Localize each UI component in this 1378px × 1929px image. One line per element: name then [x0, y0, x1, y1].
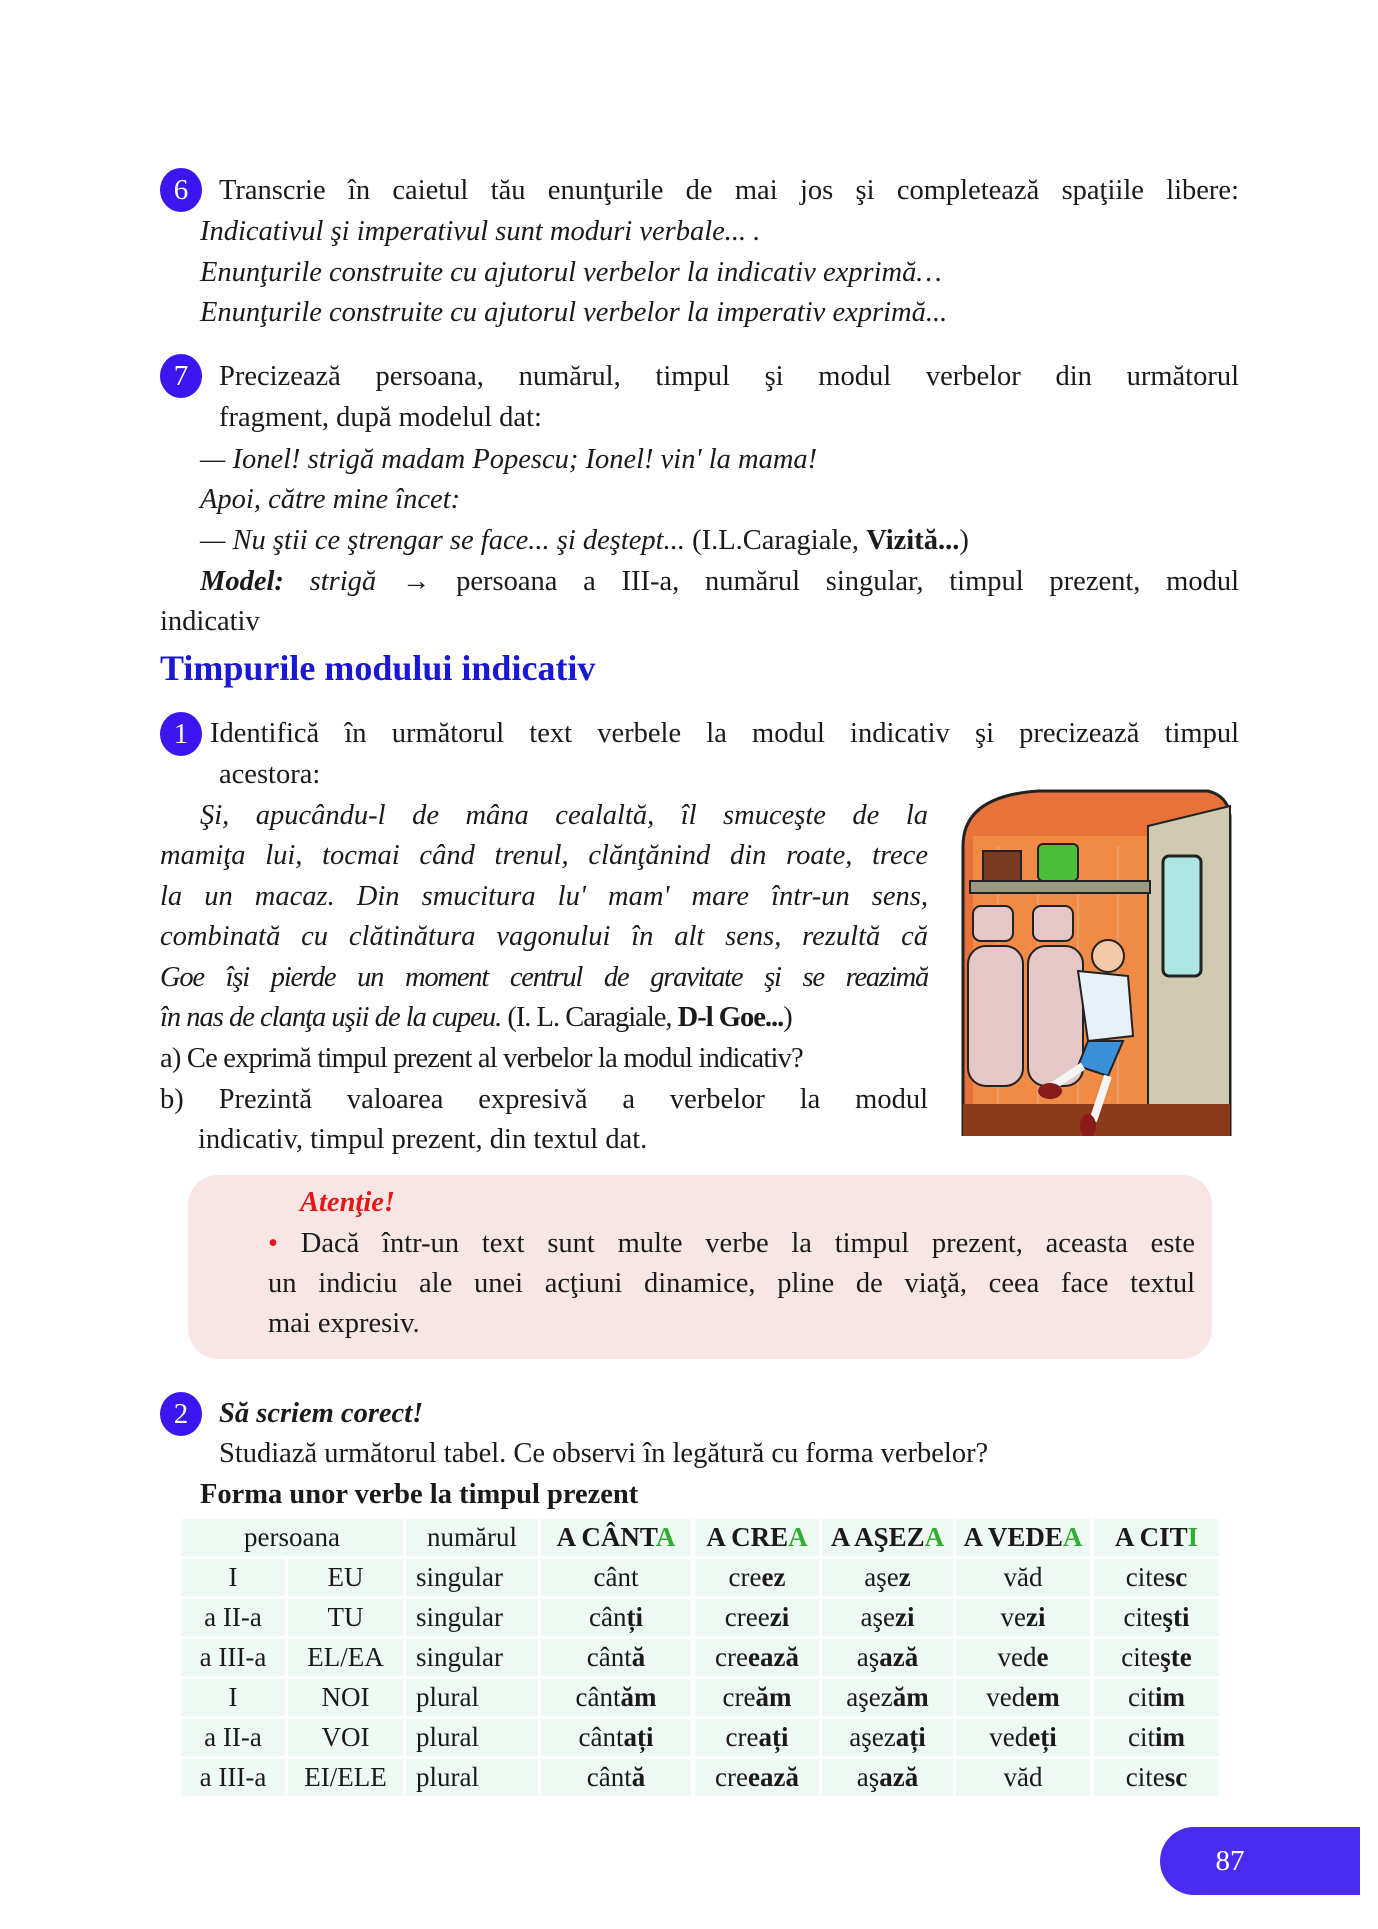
- cell-pronume: EL/EA: [288, 1639, 403, 1676]
- header-verb: [1094, 1519, 1219, 1556]
- cell-verb-form: [541, 1719, 691, 1756]
- callout-line: [268, 1224, 1195, 1264]
- exercise-number-badge: 6: [160, 168, 202, 212]
- exercise-6-line: Indicativul şi imperativul sunt moduri verbale... .: [200, 216, 761, 247]
- cell-verb-form: [695, 1759, 819, 1796]
- source-close: ): [959, 525, 969, 556]
- form-ending: zi: [894, 1602, 915, 1632]
- form-stem: aş: [856, 1762, 880, 1792]
- cell-verb-form: [956, 1759, 1090, 1796]
- exercise-7-quote-source: [200, 521, 969, 561]
- model-text: persoana a III-a, numărul singular, timpul prezent, modul: [430, 566, 1239, 597]
- form-stem: aşe: [864, 1562, 899, 1592]
- form-ending: şti: [1162, 1602, 1190, 1632]
- cell-verb-form: [1094, 1759, 1219, 1796]
- verb-stem: A VEDE: [963, 1522, 1063, 1552]
- cell-numar: singular: [406, 1639, 538, 1676]
- form-ending: im: [1155, 1722, 1185, 1752]
- verb-ending: A: [924, 1522, 945, 1552]
- cell-pronume: EU: [288, 1559, 403, 1596]
- cell-numar: plural: [406, 1679, 538, 1716]
- callout-line: mai expresiv.: [268, 1308, 420, 1339]
- cell-verb-form: [956, 1719, 1090, 1756]
- cell-verb-form: [822, 1719, 953, 1756]
- form-stem: cân: [589, 1602, 627, 1632]
- cell-pronume: NOI: [288, 1679, 403, 1716]
- form-stem: văd: [1003, 1562, 1043, 1592]
- form-stem: cânt: [586, 1762, 632, 1792]
- form-ending: zi: [1025, 1602, 1046, 1632]
- form-ending: ăm: [755, 1682, 792, 1712]
- quote-text: — Nu ştii ce ştrengar se face... şi deştept...: [200, 525, 685, 556]
- form-ending: ați: [895, 1722, 926, 1752]
- cell-persoana: a III-a: [181, 1759, 285, 1796]
- callout-text: Dacă într-un text sunt multe verbe la timpul prezent, aceasta este: [277, 1228, 1195, 1259]
- form-stem: ved: [997, 1642, 1037, 1672]
- cell-verb-form: [1094, 1559, 1219, 1596]
- exercise-1-text-line: combinată cu clătinătura vagonului în alt sens, rezultă că: [160, 921, 928, 952]
- form-stem: văd: [1003, 1762, 1043, 1792]
- cell-verb-form: [1094, 1599, 1219, 1636]
- header-verb: [695, 1519, 819, 1556]
- cell-verb-form: [1094, 1679, 1219, 1716]
- cell-verb-form: [541, 1679, 691, 1716]
- form-ending: eți: [1028, 1722, 1057, 1752]
- cell-verb-form: [695, 1719, 819, 1756]
- header-persoana: persoana: [181, 1519, 403, 1556]
- arrow-icon: →: [401, 566, 431, 597]
- cell-verb-form: [695, 1679, 819, 1716]
- form-stem: cre: [728, 1562, 762, 1592]
- question-b-cont: indicativ, timpul prezent, din textul dat.: [198, 1124, 648, 1155]
- form-stem: cre: [722, 1682, 756, 1712]
- train-compartment-illustration: [958, 786, 1232, 1136]
- cell-verb-form: [822, 1639, 953, 1676]
- form-ending: ăm: [620, 1682, 657, 1712]
- form-ending: ă: [631, 1642, 646, 1672]
- source-title: D-l Goe...: [677, 1002, 784, 1033]
- exercise-1-text-line: la un macaz. Din smucitura lu' mam' mare într-un sens,: [160, 881, 928, 912]
- exercise-1-text-line: Şi, apucându-l de mâna cealaltă, îl smuceşte de la: [200, 800, 928, 831]
- form-stem: cree: [724, 1602, 770, 1632]
- form-stem: cânt: [575, 1682, 621, 1712]
- form-ending: z: [898, 1562, 911, 1592]
- form-ending: ați: [623, 1722, 654, 1752]
- verb-stem: A CRE: [706, 1522, 789, 1552]
- form-stem: cit: [1128, 1722, 1155, 1752]
- question-b: b) Prezintă valoarea expresivă a verbelor la modul: [160, 1084, 928, 1115]
- source-author: (I.L.Caragiale,: [684, 525, 867, 556]
- table-title: Forma unor verbe la timpul prezent: [200, 1479, 639, 1510]
- form-ending: sc: [1164, 1562, 1188, 1592]
- form-ending: ăm: [892, 1682, 929, 1712]
- cell-verb-form: [1094, 1719, 1219, 1756]
- form-ending: ează: [748, 1762, 799, 1792]
- exercise-7-model-cont: indicativ: [160, 606, 260, 637]
- form-stem: aşe: [860, 1602, 895, 1632]
- model-label: Model:: [200, 566, 284, 597]
- form-stem: cre: [715, 1642, 748, 1672]
- form-ending: e: [1036, 1642, 1049, 1672]
- cell-verb-form: [695, 1599, 819, 1636]
- exercise-number-badge: 2: [160, 1392, 202, 1436]
- model-word: strigă: [283, 566, 402, 597]
- form-stem: cânt: [586, 1642, 632, 1672]
- exercise-2-instruction: Studiază următorul tabel. Ce observi în legătură cu forma verbelor?: [219, 1438, 989, 1469]
- cell-numar: plural: [406, 1719, 538, 1756]
- header-verb: [541, 1519, 691, 1556]
- source-title: Vizită...: [866, 525, 960, 556]
- cell-numar: plural: [406, 1759, 538, 1796]
- cell-persoana: a II-a: [181, 1719, 285, 1756]
- form-stem: cre: [725, 1722, 759, 1752]
- form-stem: cânt: [578, 1722, 624, 1752]
- form-ending: ți: [626, 1602, 643, 1632]
- cell-pronume: VOI: [288, 1719, 403, 1756]
- text-line: în nas de clanţa uşii de la cupeu.: [160, 1002, 502, 1033]
- form-stem: cre: [715, 1762, 748, 1792]
- cell-numar: singular: [406, 1599, 538, 1636]
- cell-verb-form: [822, 1679, 953, 1716]
- form-ending: zi: [769, 1602, 790, 1632]
- cell-pronume: TU: [288, 1599, 403, 1636]
- cell-verb-form: [695, 1639, 819, 1676]
- exercise-1-instruction-cont: acestora:: [219, 759, 321, 790]
- exercise-7-quote: Apoi, către mine încet:: [200, 484, 461, 515]
- section-title: Timpurile modului indicativ: [160, 648, 596, 688]
- page-number: 87: [1160, 1827, 1360, 1895]
- cell-persoana: a II-a: [181, 1599, 285, 1636]
- header-verb: [956, 1519, 1090, 1556]
- exercise-7-quote: — Ionel! strigă madam Popescu; Ionel! vin' la mama!: [200, 444, 818, 475]
- form-stem: ved: [986, 1682, 1026, 1712]
- cell-verb-form: [956, 1679, 1090, 1716]
- cell-verb-form: [695, 1559, 819, 1596]
- callout-title: Atenţie!: [300, 1187, 396, 1218]
- form-stem: cit: [1128, 1682, 1155, 1712]
- form-stem: cânt: [593, 1562, 639, 1592]
- cell-verb-form: [956, 1559, 1090, 1596]
- exercise-6-line: Enunţurile construite cu ajutorul verbelor la imperativ exprimă...: [200, 297, 948, 328]
- cell-verb-form: [822, 1759, 953, 1796]
- form-stem: cite: [1121, 1642, 1161, 1672]
- verb-stem: A AŞEZ: [830, 1522, 925, 1552]
- form-stem: cite: [1125, 1762, 1165, 1792]
- header-verb: [822, 1519, 953, 1556]
- cell-persoana: I: [181, 1559, 285, 1596]
- exercise-7-instruction-cont: fragment, după modelul dat:: [219, 402, 542, 433]
- exercise-1-text-line: mamiţa lui, tocmai când trenul, clănţănind din roate, trece: [160, 840, 928, 871]
- form-stem: ved: [989, 1722, 1029, 1752]
- header-numarul: numărul: [406, 1519, 538, 1556]
- form-ending: ează: [748, 1642, 799, 1672]
- cell-persoana: I: [181, 1679, 285, 1716]
- form-ending: şte: [1160, 1642, 1192, 1672]
- form-ending: em: [1025, 1682, 1060, 1712]
- exercise-1-text-line: Goe îşi pierde un moment centrul de gravitate şi se reazimă: [160, 962, 928, 993]
- verb-ending: A: [788, 1522, 808, 1552]
- callout-line: un indiciu ale unei acţiuni dinamice, pline de viaţă, ceea face textul: [268, 1268, 1195, 1299]
- form-stem: aş: [856, 1642, 880, 1672]
- verb-stem: A CÂNT: [556, 1522, 656, 1552]
- cell-verb-form: [956, 1599, 1090, 1636]
- verb-stem: A CIT: [1114, 1522, 1188, 1552]
- form-stem: cite: [1123, 1602, 1163, 1632]
- bullet-icon: •: [268, 1228, 278, 1259]
- cell-verb-form: [541, 1639, 691, 1676]
- cell-verb-form: [541, 1559, 691, 1596]
- exercise-1-instruction: Identifică în următorul text verbele la modul indicativ şi precizează timpul: [210, 718, 1239, 749]
- exercise-6-line: Enunţurile construite cu ajutorul verbelor la indicativ exprimă…: [200, 257, 942, 288]
- cell-verb-form: [822, 1559, 953, 1596]
- cell-persoana: a III-a: [181, 1639, 285, 1676]
- cell-verb-form: [956, 1639, 1090, 1676]
- verb-ending: I: [1187, 1522, 1199, 1552]
- exercise-7-instruction: Precizează persoana, numărul, timpul şi modul verbelor din următorul: [219, 361, 1239, 392]
- form-ending: sc: [1164, 1762, 1188, 1792]
- form-ending: ez: [761, 1562, 786, 1592]
- cell-numar: singular: [406, 1559, 538, 1596]
- verb-ending: A: [1062, 1522, 1083, 1552]
- form-stem: aşez: [849, 1722, 896, 1752]
- form-ending: ați: [758, 1722, 789, 1752]
- form-ending: ază: [879, 1762, 919, 1792]
- cell-verb-form: [1094, 1639, 1219, 1676]
- cell-verb-form: [541, 1599, 691, 1636]
- cell-verb-form: [822, 1599, 953, 1636]
- form-ending: ază: [879, 1642, 919, 1672]
- form-ending: im: [1155, 1682, 1185, 1712]
- exercise-6-instruction: Transcrie în caietul tău enunţurile de mai jos şi completează spaţiile libere:: [219, 175, 1239, 206]
- form-stem: aşez: [846, 1682, 893, 1712]
- source-close: ): [783, 1002, 792, 1033]
- form-ending: ă: [631, 1762, 646, 1792]
- form-stem: ve: [1000, 1602, 1026, 1632]
- cell-verb-form: [541, 1759, 691, 1796]
- exercise-number-badge: 7: [160, 354, 202, 398]
- question-a: a) Ce exprimă timpul prezent al verbelor la modul indicativ?: [160, 1043, 803, 1074]
- exercise-1-text-source: [160, 998, 792, 1038]
- exercise-number-badge: 1: [160, 712, 202, 756]
- exercise-7-model: [200, 562, 1239, 602]
- source-author: (I. L. Caragiale,: [501, 1002, 678, 1033]
- exercise-2-title: Să scriem corect!: [219, 1398, 424, 1429]
- verb-ending: A: [655, 1522, 676, 1552]
- cell-pronume: EI/ELE: [288, 1759, 403, 1796]
- form-stem: cite: [1125, 1562, 1165, 1592]
